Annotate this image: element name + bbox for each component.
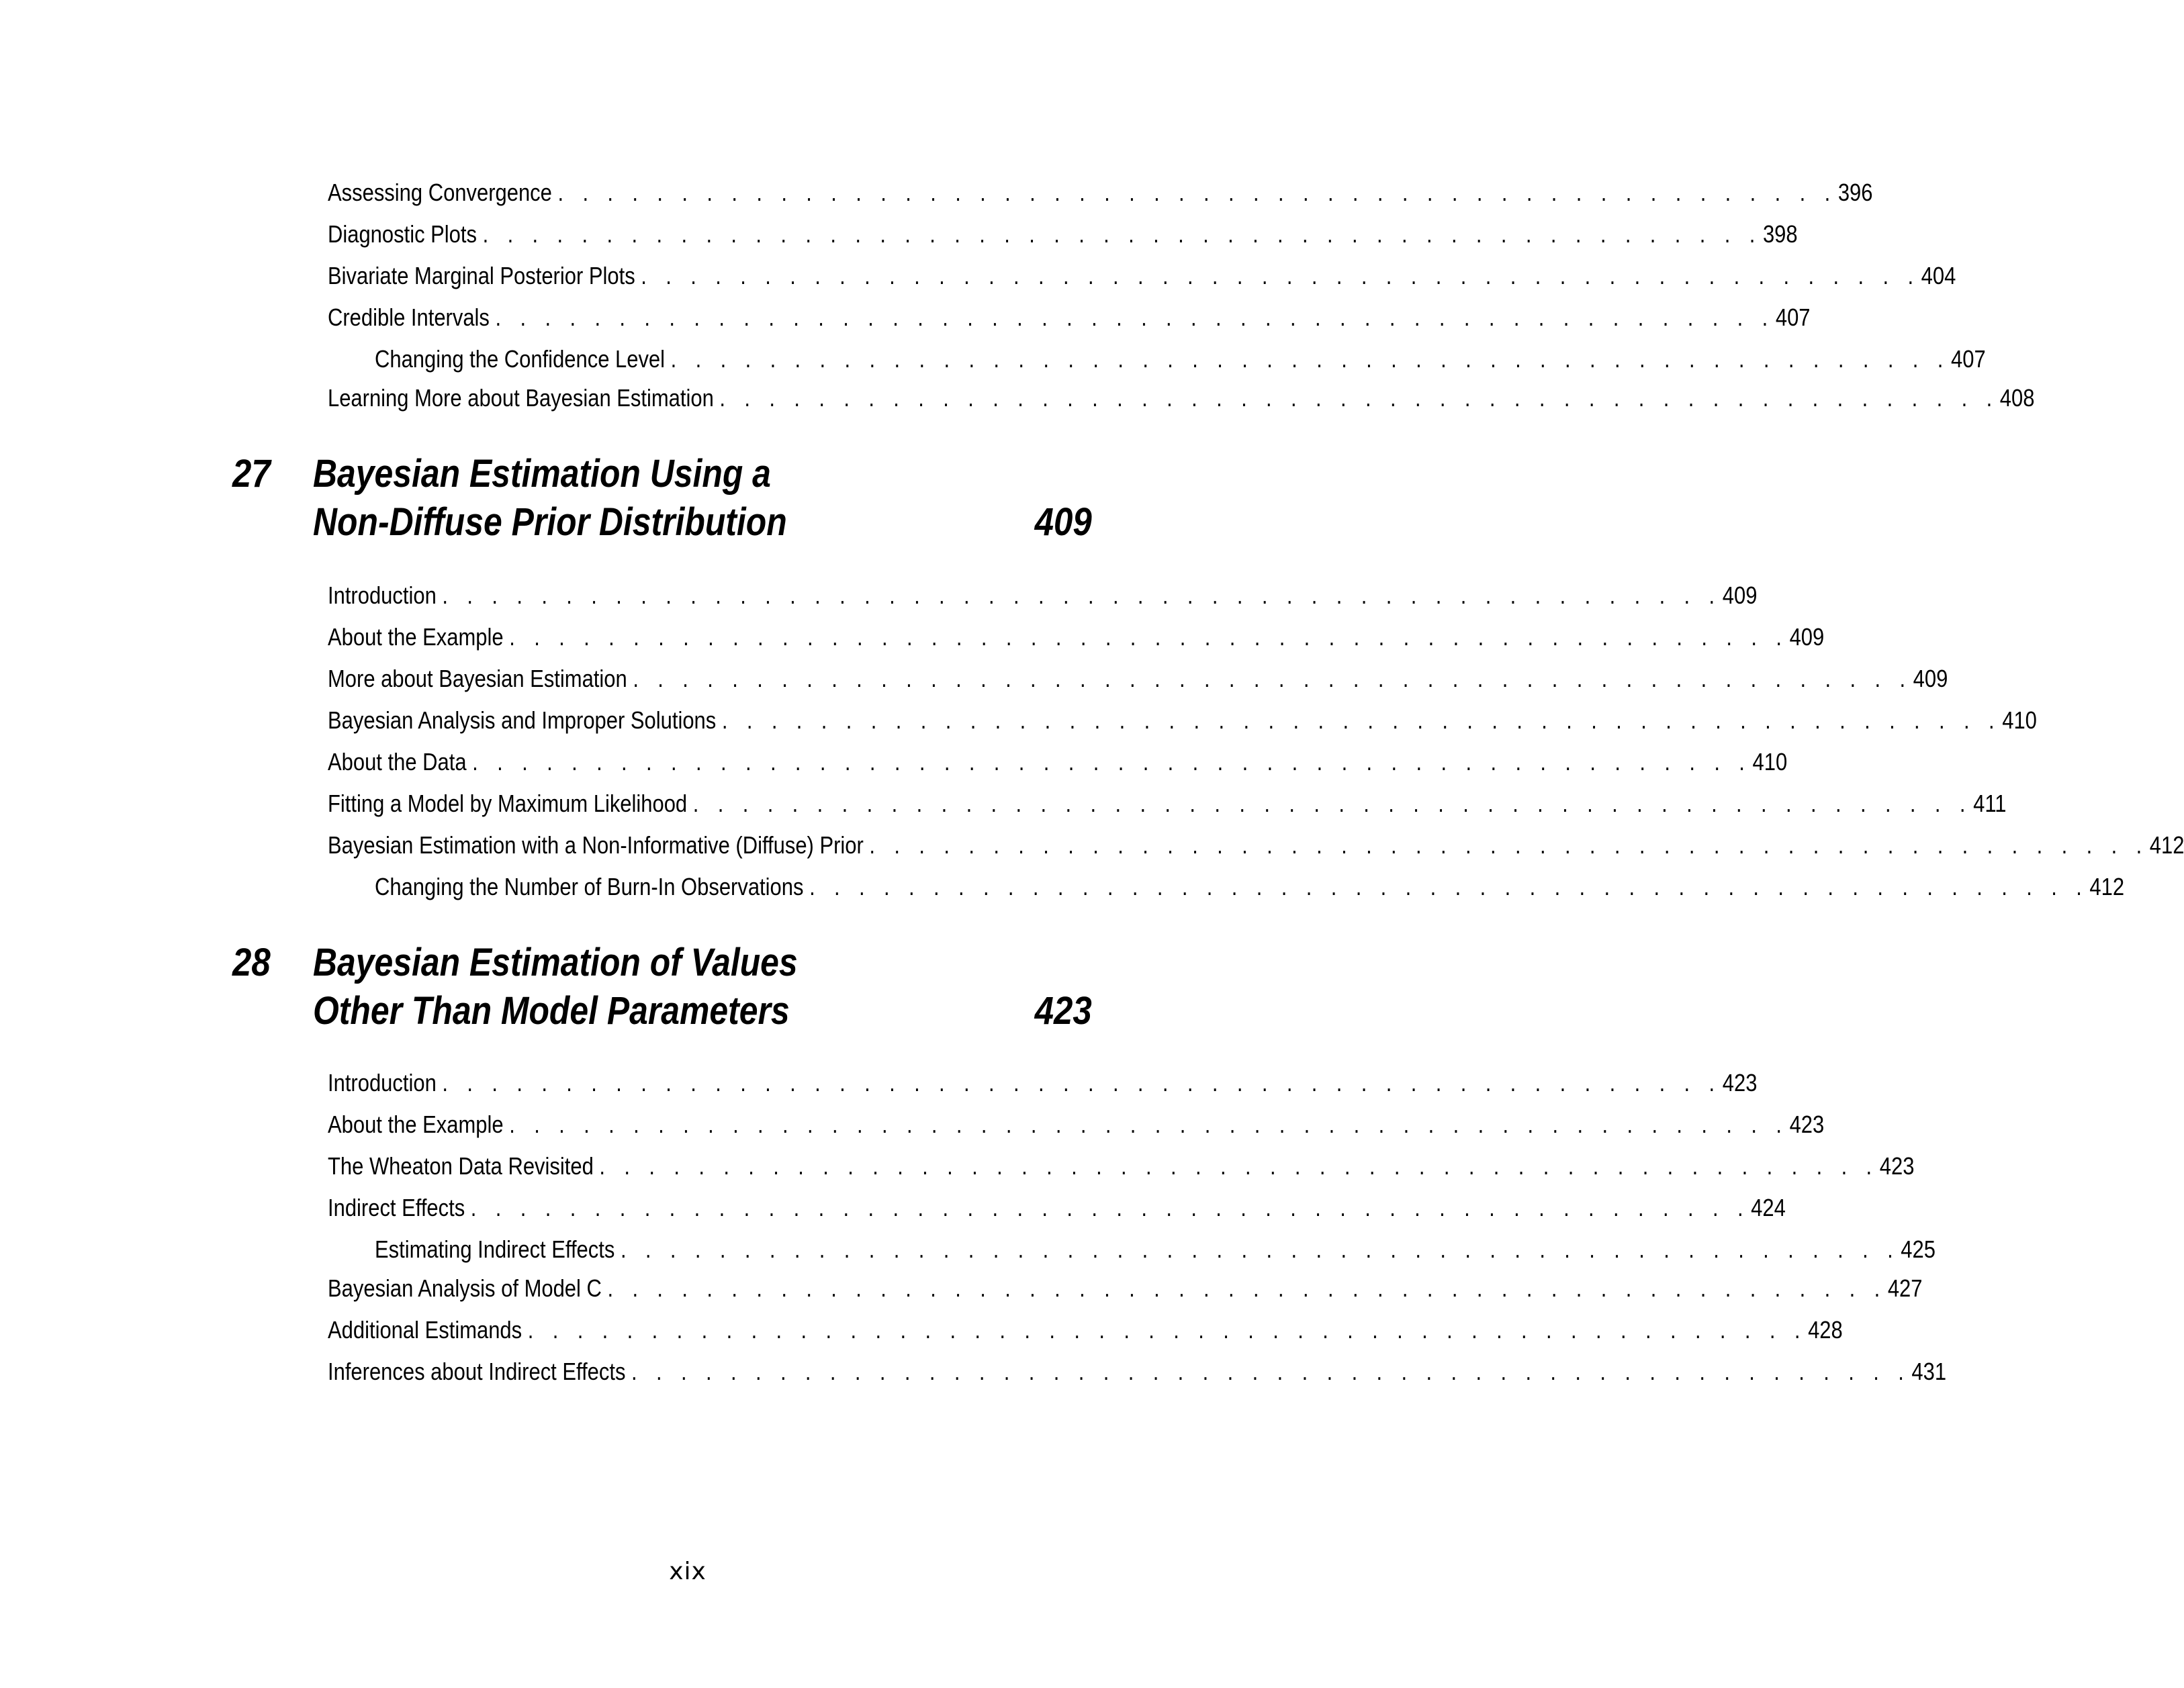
toc-entry-page: 409 <box>1722 581 1758 609</box>
dot-leader: . . . . . . . . . . . . . . . . . . . . . . . . . . . . . . . . . . . . . . . . . . . . . . . . . . . . <box>633 665 1912 692</box>
dot-leader: . . . . . . . . . . . . . . . . . . . . . . . . . . . . . . . . . . . . . . . . . . . . . . . . . . . . <box>620 1235 1900 1263</box>
toc-entry-title: Fitting a Model by Maximum Likelihood <box>328 790 688 817</box>
dot-leader: . . . . . . . . . . . . . . . . . . . . . . . . . . . . . . . . . . . . . . . . . . . . . . . . . . . . <box>719 384 1999 412</box>
chapter-page: 423 <box>1034 989 1092 1033</box>
toc-entry-page: 412 <box>2149 831 2184 859</box>
dot-leader: . . . . . . . . . . . . . . . . . . . . . . . . . . . . . . . . . . . . . . . . . . . . . . . . . . . . <box>809 873 2089 900</box>
toc-entry-title: Introduction <box>328 1069 437 1096</box>
toc-entry-page: 398 <box>1762 220 1798 248</box>
toc-entry[interactable] <box>328 1355 1947 1389</box>
dot-leader: . . . . . . . . . . . . . . . . . . . . . . . . . . . . . . . . . . . . . . . . . . . . . . . . . . . . <box>607 1274 1887 1302</box>
dot-leader: . . . . . . . . . . . . . . . . . . . . . . . . . . . . . . . . . . . . . . . . . . . . . . . . . . . . <box>721 706 2001 734</box>
toc-entry[interactable] <box>328 662 1948 696</box>
toc-entry-title: Learning More about Bayesian Estimation <box>328 384 714 412</box>
toc-entry-title: Introduction <box>328 581 437 609</box>
toc-entry-title: About the Data <box>328 748 467 776</box>
toc-entry[interactable] <box>328 704 2037 737</box>
dot-leader: . . . . . . . . . . . . . . . . . . . . . . . . . . . . . . . . . . . . . . . . . . . . . . . . . . . . <box>599 1152 1879 1180</box>
toc-entry-page: 424 <box>1751 1194 1786 1221</box>
dot-leader: . . . . . . . . . . . . . . . . . . . . . . . . . . . . . . . . . . . . . . . . . . . . . . . . . . . . <box>527 1316 1807 1344</box>
dot-leader: . . . . . . . . . . . . . . . . . . . . . . . . . . . . . . . . . . . . . . . . . . . . . . . . . . . . <box>869 831 2149 859</box>
toc-entry[interactable] <box>328 1313 1843 1347</box>
toc-entry-page: 412 <box>2089 873 2125 900</box>
dot-leader: . . . . . . . . . . . . . . . . . . . . . . . . . . . . . . . . . . . . . . . . . . . . . . . . . . . . <box>470 1194 1750 1221</box>
toc-entry-title: Diagnostic Plots <box>328 220 477 248</box>
chapter-title-line1: Bayesian Estimation of Values <box>313 941 798 984</box>
toc-subentry[interactable] <box>375 1233 1936 1266</box>
dot-leader: . . . . . . . . . . . . . . . . . . . . . . . . . . . . . . . . . . . . . . . . . . . . . . . . . . . . <box>509 1111 1788 1138</box>
toc-entry-page: 408 <box>1999 384 2035 412</box>
toc-entry-page: 411 <box>1973 790 2007 817</box>
toc-entry-page: 427 <box>1887 1274 1923 1302</box>
toc-subentry[interactable] <box>375 342 1986 376</box>
dot-leader: . . . . . . . . . . . . . . . . . . . . . . . . . . . . . . . . . . . . . . . . . . . . . . . . . . . . <box>641 262 1920 289</box>
page-number-folio: xix <box>669 1558 707 1585</box>
toc-entry-title: Changing the Number of Burn-In Observations <box>375 873 804 900</box>
toc-entry-title: More about Bayesian Estimation <box>328 665 627 692</box>
toc-entry-title: Bayesian Estimation with a Non-Informative (Diffuse) Prior <box>328 831 864 859</box>
toc-entry-page: 425 <box>1901 1235 1936 1263</box>
toc-entry[interactable] <box>328 381 2035 415</box>
toc-entry[interactable] <box>328 301 1811 334</box>
toc-entry[interactable] <box>328 620 1825 654</box>
toc-entry[interactable] <box>328 787 2007 820</box>
chapter-title-line1: Bayesian Estimation Using a <box>313 452 771 496</box>
toc-entry[interactable] <box>328 218 1798 251</box>
toc-entry-page: 396 <box>1837 179 1873 206</box>
dot-leader: . . . . . . . . . . . . . . . . . . . . . . . . . . . . . . . . . . . . . . . . . . . . . . . . . . . . <box>670 345 1950 373</box>
dot-leader: . . . . . . . . . . . . . . . . . . . . . . . . . . . . . . . . . . . . . . . . . . . . . . . . . . . . <box>509 623 1788 651</box>
toc-entry-title: Indirect Effects <box>328 1194 465 1221</box>
dot-leader: . . . . . . . . . . . . . . . . . . . . . . . . . . . . . . . . . . . . . . . . . . . . . . . . . . . . <box>442 1069 1722 1096</box>
toc-entry[interactable] <box>328 745 1788 779</box>
toc-entry-title: Inferences about Indirect Effects <box>328 1358 626 1385</box>
toc-entry-page: 407 <box>1951 345 1986 373</box>
toc-entry-page: 409 <box>1789 623 1825 651</box>
dot-leader: . . . . . . . . . . . . . . . . . . . . . . . . . . . . . . . . . . . . . . . . . . . . . . . . . . . . <box>472 748 1751 776</box>
dot-leader: . . . . . . . . . . . . . . . . . . . . . . . . . . . . . . . . . . . . . . . . . . . . . . . . . . . . <box>495 303 1775 331</box>
toc-entry-page: 423 <box>1789 1111 1825 1138</box>
toc-entry-title: Credible Intervals <box>328 303 490 331</box>
toc-entry[interactable] <box>328 1150 1915 1183</box>
dot-leader: . . . . . . . . . . . . . . . . . . . . . . . . . . . . . . . . . . . . . . . . . . . . . . . . . . . . <box>482 220 1762 248</box>
toc-entry-title: The Wheaton Data Revisited <box>328 1152 594 1180</box>
toc-entry-title: Additional Estimands <box>328 1316 522 1344</box>
toc-entry[interactable] <box>328 579 1758 612</box>
toc-subentry[interactable] <box>375 870 2125 904</box>
toc-entry-title: Assessing Convergence <box>328 179 552 206</box>
dot-leader: . . . . . . . . . . . . . . . . . . . . . . . . . . . . . . . . . . . . . . . . . . . . . . . . . . . . <box>631 1358 1911 1385</box>
chapter-page: 409 <box>1034 500 1092 544</box>
dot-leader: . . . . . . . . . . . . . . . . . . . . . . . . . . . . . . . . . . . . . . . . . . . . . . . . . . . . <box>557 179 1837 206</box>
toc-entry[interactable] <box>328 1272 1923 1305</box>
chapter-title-line2: Non-Diffuse Prior Distribution <box>313 500 787 544</box>
toc-entry-page: 423 <box>1722 1069 1758 1096</box>
toc-entry[interactable] <box>328 1191 1786 1225</box>
toc-entry-page: 404 <box>1921 262 1956 289</box>
toc-entry[interactable] <box>328 829 2184 862</box>
toc-entry-title: Estimating Indirect Effects <box>375 1235 615 1263</box>
toc-entry-page: 407 <box>1775 303 1811 331</box>
toc-entry[interactable] <box>328 259 1956 293</box>
toc-entry-title: About the Example <box>328 1111 504 1138</box>
toc-entry[interactable] <box>328 1108 1825 1141</box>
toc-entry-page: 410 <box>1752 748 1788 776</box>
chapter-number: 28 <box>232 941 271 984</box>
toc-entry-title: Bivariate Marginal Posterior Plots <box>328 262 635 289</box>
toc-entry[interactable] <box>328 176 1873 209</box>
toc-entry-page: 410 <box>2002 706 2037 734</box>
toc-entry-page: 428 <box>1808 1316 1843 1344</box>
chapter-number: 27 <box>232 452 271 496</box>
toc-entry-title: Bayesian Analysis of Model C <box>328 1274 602 1302</box>
dot-leader: . . . . . . . . . . . . . . . . . . . . . . . . . . . . . . . . . . . . . . . . . . . . . . . . . . . . <box>692 790 1972 817</box>
toc-entry-title: Bayesian Analysis and Improper Solutions <box>328 706 717 734</box>
toc-entry-title: About the Example <box>328 623 504 651</box>
toc-entry[interactable] <box>328 1066 1758 1100</box>
toc-entry-title: Changing the Confidence Level <box>375 345 666 373</box>
chapter-title-line2: Other Than Model Parameters <box>313 989 790 1033</box>
dot-leader: . . . . . . . . . . . . . . . . . . . . . . . . . . . . . . . . . . . . . . . . . . . . . . . . . . . . <box>442 581 1722 609</box>
toc-entry-page: 431 <box>1911 1358 1947 1385</box>
toc-entry-page: 423 <box>1879 1152 1915 1180</box>
toc-entry-page: 409 <box>1913 665 1948 692</box>
